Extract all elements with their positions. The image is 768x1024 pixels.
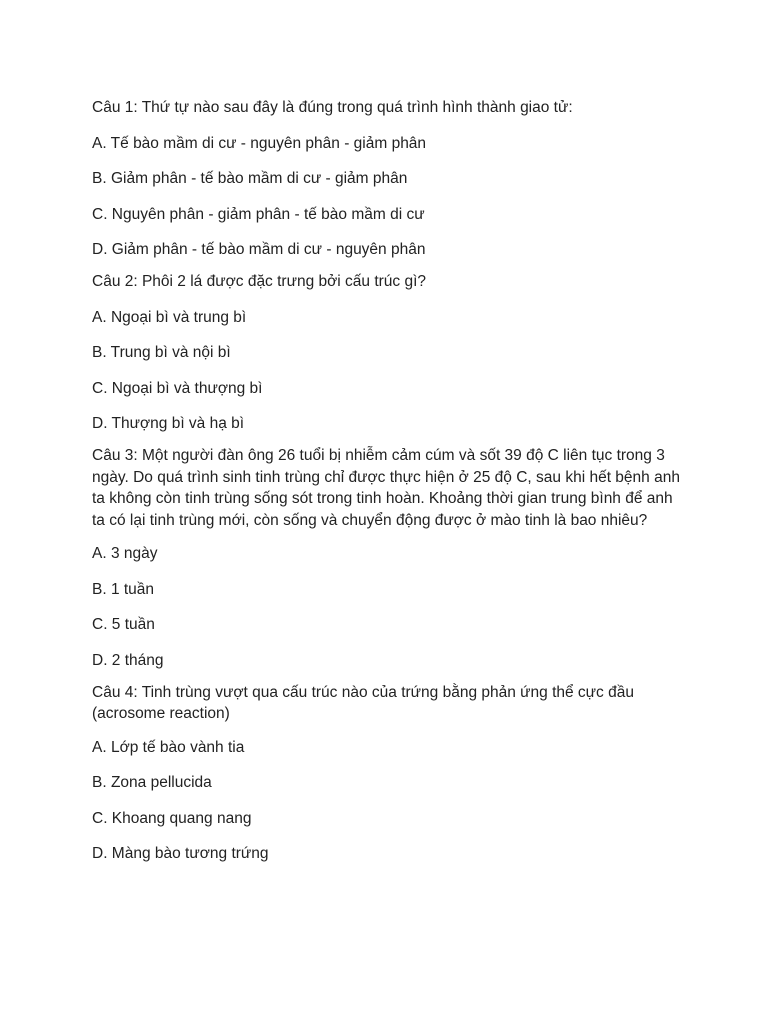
option-d: D. Giảm phân - tế bào mầm di cư - nguyên phân — [92, 241, 426, 258]
question-4 — [92, 682, 682, 866]
option-a: A. Ngoại bì và trung bì — [92, 308, 247, 326]
option-c: C. Nguyên phân - giảm phân - tế bào mầm di cư — [92, 205, 425, 223]
question-2 — [92, 271, 682, 435]
question-3 — [92, 445, 682, 672]
option-b: B. Zona pellucida — [92, 774, 212, 791]
question-text: Câu 3: Một người đàn ông 26 tuổi bị nhiễm cảm cúm và sốt 39 độ C liên tục trong 3 ngày. Do quá trình sinh tinh trùng chỉ được thực hiện ở 25 độ C, sau khi hết bệnh anh ta không còn tinh trùng sống sót trong tinh hoàn. Khoảng thời gian trung bình để anh ta có lại tinh trùng mới, còn sống và chuyển động được ở mào tinh là bao nhiêu? — [92, 447, 680, 529]
option-d: D. 2 tháng — [92, 651, 164, 669]
option-a: A. Tế bào mầm di cư - nguyên phân - giảm phân — [92, 134, 427, 152]
option-b: B. 1 tuần — [92, 580, 155, 598]
option-b: B. Giảm phân - tế bào mầm di cư - giảm phân — [92, 170, 408, 187]
option-d: D. Màng bào tương trứng — [92, 845, 269, 862]
question-text: Câu 2: Phôi 2 lá được đặc trưng bởi cấu trúc gì? — [92, 273, 427, 290]
option-a: A. 3 ngày — [92, 545, 158, 562]
question-text: Câu 1: Thứ tự nào sau đây là đúng trong quá trình hình thành giao tử: — [92, 99, 573, 116]
option-c: C. Ngoại bì và thượng bì — [92, 379, 263, 397]
option-b: B. Trung bì và nội bì — [92, 344, 231, 361]
option-c: C. 5 tuần — [92, 616, 155, 633]
document-page — [92, 97, 682, 879]
option-a: A. Lớp tế bào vành tia — [92, 738, 245, 756]
option-d: D. Thượng bì và hạ bì — [92, 415, 245, 432]
question-1 — [92, 97, 682, 261]
option-c: C. Khoang quang nang — [92, 809, 252, 827]
question-text: Câu 4: Tinh trùng vượt qua cấu trúc nào của trứng bằng phản ứng thể cực đầu (acrosome reaction) — [92, 683, 634, 722]
